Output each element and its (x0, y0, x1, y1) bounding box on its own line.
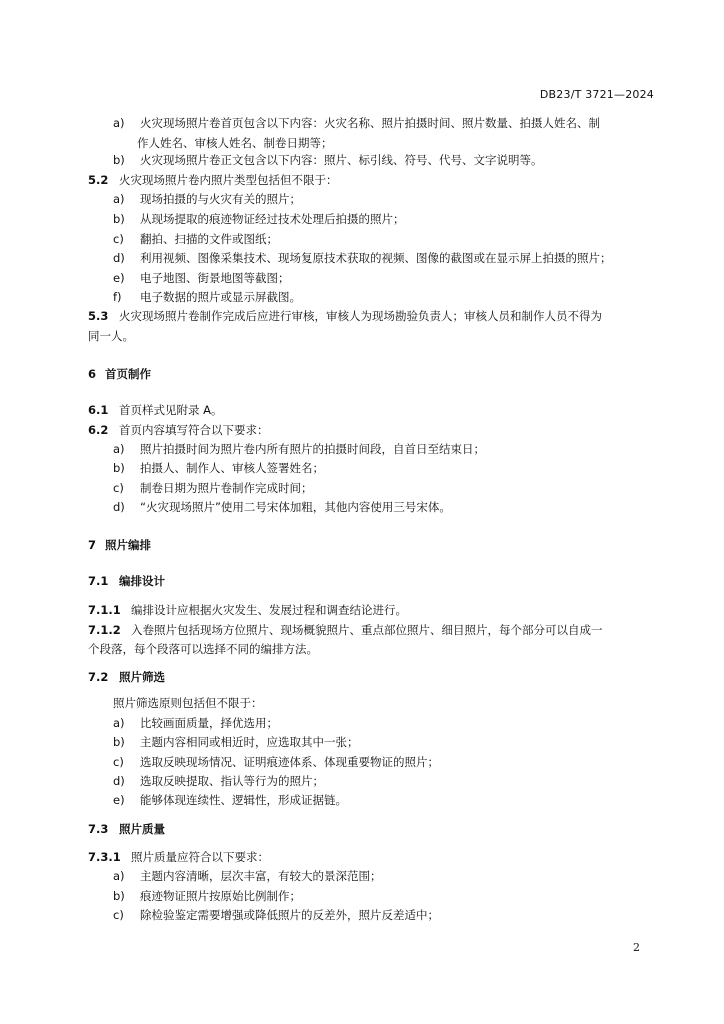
list-item-text: 从现场提取的痕迹物证经过技术处理后拍摄的照片； (140, 212, 405, 226)
list-item-text: 电子数据的照片或显示屏截图。 (140, 290, 301, 304)
list-marker: b) (113, 735, 125, 749)
list-item-text: 选取反映提取、指认等行为的照片； (140, 774, 324, 788)
page-number: 2 (633, 941, 640, 954)
section-number: 7 (88, 538, 97, 552)
list-item-text: 利用视频、图像采集技术、现场复原技术获取的视频、图像的截图或在显示屏上拍摄的照片； (140, 251, 612, 265)
paragraph-text: 照片筛选原则包括但不限于： (113, 696, 263, 710)
list-item-text: 比较画面质量，择优选用； (140, 716, 278, 730)
clause-text: 首页内容填写符合以下要求： (119, 423, 269, 437)
list-item-text: 能够体现连续性、逻辑性，形成证据链。 (140, 793, 347, 807)
subsection-heading: 照片质量 (119, 822, 165, 836)
list-item-text: 照片拍摄时间为照片卷内所有照片的拍摄时间段，自首日至结束日； (140, 442, 485, 456)
list-marker: c) (113, 232, 124, 246)
subsection-number: 7.2 (88, 670, 109, 684)
clause-text: 首页样式见附录 A。 (119, 403, 223, 417)
subsection-number: 7.3 (88, 822, 109, 836)
list-marker: b) (113, 461, 125, 475)
list-marker: a) (113, 192, 125, 206)
clause-text: 火灾现场照片卷制作完成后应进行审核，审核人为现场勘验负责人；审核人员和制作人员不得为 (119, 309, 602, 323)
clause-continuation: 个段落，每个段落可以选择不同的编排方法。 (88, 642, 318, 656)
clause-number: 5.3 (88, 309, 109, 323)
list-item-text: “火灾现场照片”使用二号宋体加粗，其他内容使用三号宋体。 (140, 500, 451, 514)
list-marker: e) (113, 793, 125, 807)
list-marker: d) (113, 774, 125, 788)
list-item-continuation: 作人姓名、审核人姓名、制卷日期等； (137, 136, 333, 150)
subsection-heading: 编排设计 (119, 574, 165, 588)
list-item-text: 现场拍摄的与火灾有关的照片； (140, 192, 301, 206)
list-marker: c) (113, 908, 124, 922)
list-item-text: 除检验鉴定需要增强或降低照片的反差外，照片反差适中； (140, 908, 439, 922)
clause-number: 7.1.1 (88, 603, 121, 617)
list-marker: d) (113, 251, 125, 265)
clause-number: 6.1 (88, 403, 109, 417)
list-item-text: 电子地图、街景地图等截图； (140, 271, 290, 285)
clause-number: 7.1.2 (88, 623, 121, 637)
clause-continuation: 同一人。 (88, 329, 134, 343)
list-item-text: 主题内容清晰，层次丰富，有较大的景深范围； (140, 869, 382, 883)
document-code: DB23/T 3721—2024 (539, 88, 654, 101)
list-marker: b) (113, 889, 125, 903)
list-marker: a) (113, 716, 125, 730)
list-marker: a) (113, 442, 125, 456)
list-marker: d) (113, 500, 125, 514)
clause-text: 火灾现场照片卷内照片类型包括但不限于： (119, 173, 338, 187)
list-marker: c) (113, 481, 124, 495)
list-marker: e) (113, 271, 125, 285)
subsection-number: 7.1 (88, 574, 109, 588)
list-item-text: 制卷日期为照片卷制作完成时间； (140, 481, 313, 495)
clause-number: 7.3.1 (88, 850, 121, 864)
list-item-text: 拍摄人、制作人、审核人签署姓名； (140, 461, 324, 475)
list-marker: c) (113, 755, 124, 769)
list-item-text: 选取反映现场情况、证明痕迹体系、体现重要物证的照片； (140, 755, 439, 769)
list-item-text: 火灾现场照片卷首页包含以下内容：火灾名称、照片拍摄时间、照片数量、拍摄人姓名、制 (140, 116, 600, 130)
list-item-text: 主题内容相同或相近时，应选取其中一张； (140, 735, 359, 749)
list-marker: f) (113, 290, 122, 304)
section-number: 6 (88, 367, 97, 381)
clause-text: 照片质量应符合以下要求： (131, 850, 269, 864)
clause-text: 入卷照片包括现场方位照片、现场概貌照片、重点部位照片、细目照片，每个部分可以自成一 (131, 623, 603, 637)
list-marker: b) (113, 212, 125, 226)
list-item-text: 火灾现场照片卷正文包含以下内容：照片、标引线、符号、代号、文字说明等。 (140, 153, 543, 167)
list-item-text: 痕迹物证照片按原始比例制作； (140, 889, 301, 903)
section-heading: 首页制作 (105, 367, 151, 381)
list-marker: b) (113, 153, 125, 167)
section-heading: 照片编排 (105, 538, 151, 552)
clause-number: 5.2 (88, 173, 109, 187)
list-marker: a) (113, 869, 125, 883)
clause-text: 编排设计应根据火灾发生、发展过程和调查结论进行。 (131, 603, 407, 617)
list-marker: a) (113, 116, 125, 130)
subsection-heading: 照片筛选 (119, 670, 165, 684)
list-item-text: 翻拍、扫描的文件或图纸； (140, 232, 278, 246)
clause-number: 6.2 (88, 423, 109, 437)
